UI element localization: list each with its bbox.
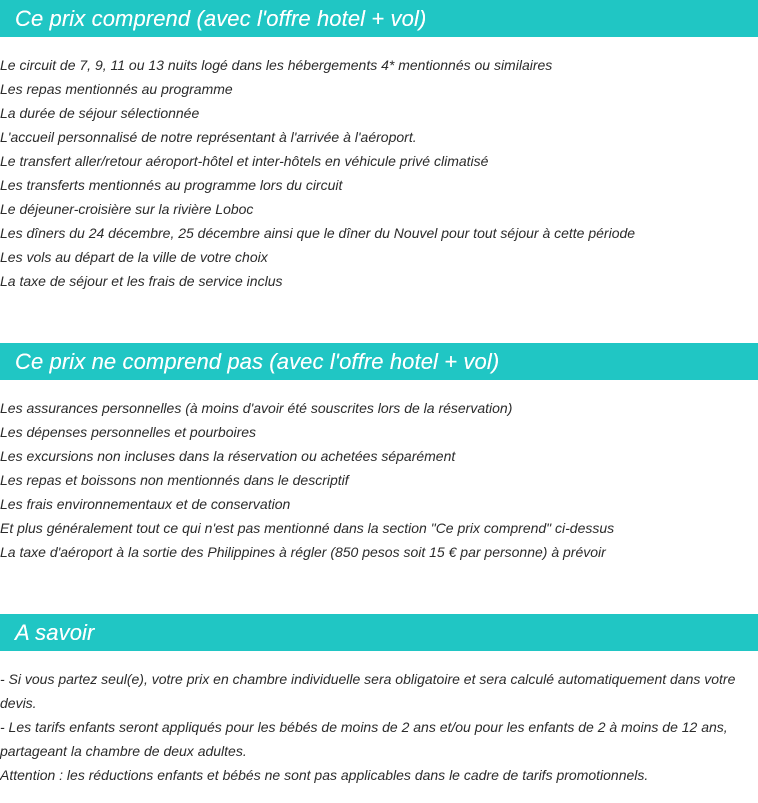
section-title-excludes: Ce prix ne comprend pas (avec l'offre hotel + vol) xyxy=(15,348,500,374)
list-item: La taxe d'aéroport à la sortie des Philippines à régler (850 pesos soit 15 € par personne) à prévoir xyxy=(0,544,606,560)
list-item: Les dîners du 24 décembre, 25 décembre ainsi que le dîner du Nouvel pour tout séjour à cette période xyxy=(0,225,636,241)
section-title-info: A savoir xyxy=(15,619,95,645)
list-item: Les dépenses personnelles et pourboires xyxy=(0,424,257,440)
excludes-list xyxy=(0,396,758,564)
info-paragraph-child-rates: - Les tarifs enfants seront appliqués pour les bébés de moins de 2 ans et/ou pour les enfants de 2 à moins de 12 ans, partageant la chambre de deux adultes. xyxy=(0,719,728,759)
list-item: L'accueil personnalisé de notre représentant à l'arrivée à l'aéroport. xyxy=(0,129,417,145)
section-price-includes xyxy=(0,0,758,293)
list-item: Le circuit de 7, 9, 11 ou 13 nuits logé dans les hébergements 4* mentionnés ou similaires xyxy=(0,57,553,73)
info-paragraph-attention: Attention : les réductions enfants et bébés ne sont pas applicables dans le cadre de tarifs promotionnels. xyxy=(0,767,649,783)
list-item: Le transfert aller/retour aéroport-hôtel et inter-hôtels en véhicule privé climatisé xyxy=(0,153,489,169)
section-header-includes xyxy=(0,0,758,37)
list-item: Les repas et boissons non mentionnés dans le descriptif xyxy=(0,472,349,488)
section-header-excludes xyxy=(0,343,758,380)
section-title-includes: Ce prix comprend (avec l'offre hotel + vol) xyxy=(15,5,427,31)
section-header-info xyxy=(0,614,758,651)
list-item: Les assurances personnelles (à moins d'avoir été souscrites lors de la réservation) xyxy=(0,400,513,416)
list-item: Les frais environnementaux et de conservation xyxy=(0,496,291,512)
list-item: Les transferts mentionnés au programme lors du circuit xyxy=(0,177,343,193)
includes-list xyxy=(0,53,758,293)
list-item: Les excursions non incluses dans la réservation ou achetées séparément xyxy=(0,448,456,464)
list-item: Les repas mentionnés au programme xyxy=(0,81,233,97)
info-paragraph-single-room: - Si vous partez seul(e), votre prix en chambre individuelle sera obligatoire et sera calculé automatiquement dans votre devis. xyxy=(0,671,736,711)
list-item: La taxe de séjour et les frais de service inclus xyxy=(0,273,283,289)
list-item: Le déjeuner-croisière sur la rivière Loboc xyxy=(0,201,254,217)
list-item: Les vols au départ de la ville de votre choix xyxy=(0,249,268,265)
list-item: Et plus généralement tout ce qui n'est pas mentionné dans la section "Ce prix comprend" ci-dessus xyxy=(0,520,615,536)
info-body xyxy=(0,667,758,787)
section-price-excludes xyxy=(0,343,758,564)
section-good-to-know xyxy=(0,614,758,787)
list-item: La durée de séjour sélectionnée xyxy=(0,105,200,121)
